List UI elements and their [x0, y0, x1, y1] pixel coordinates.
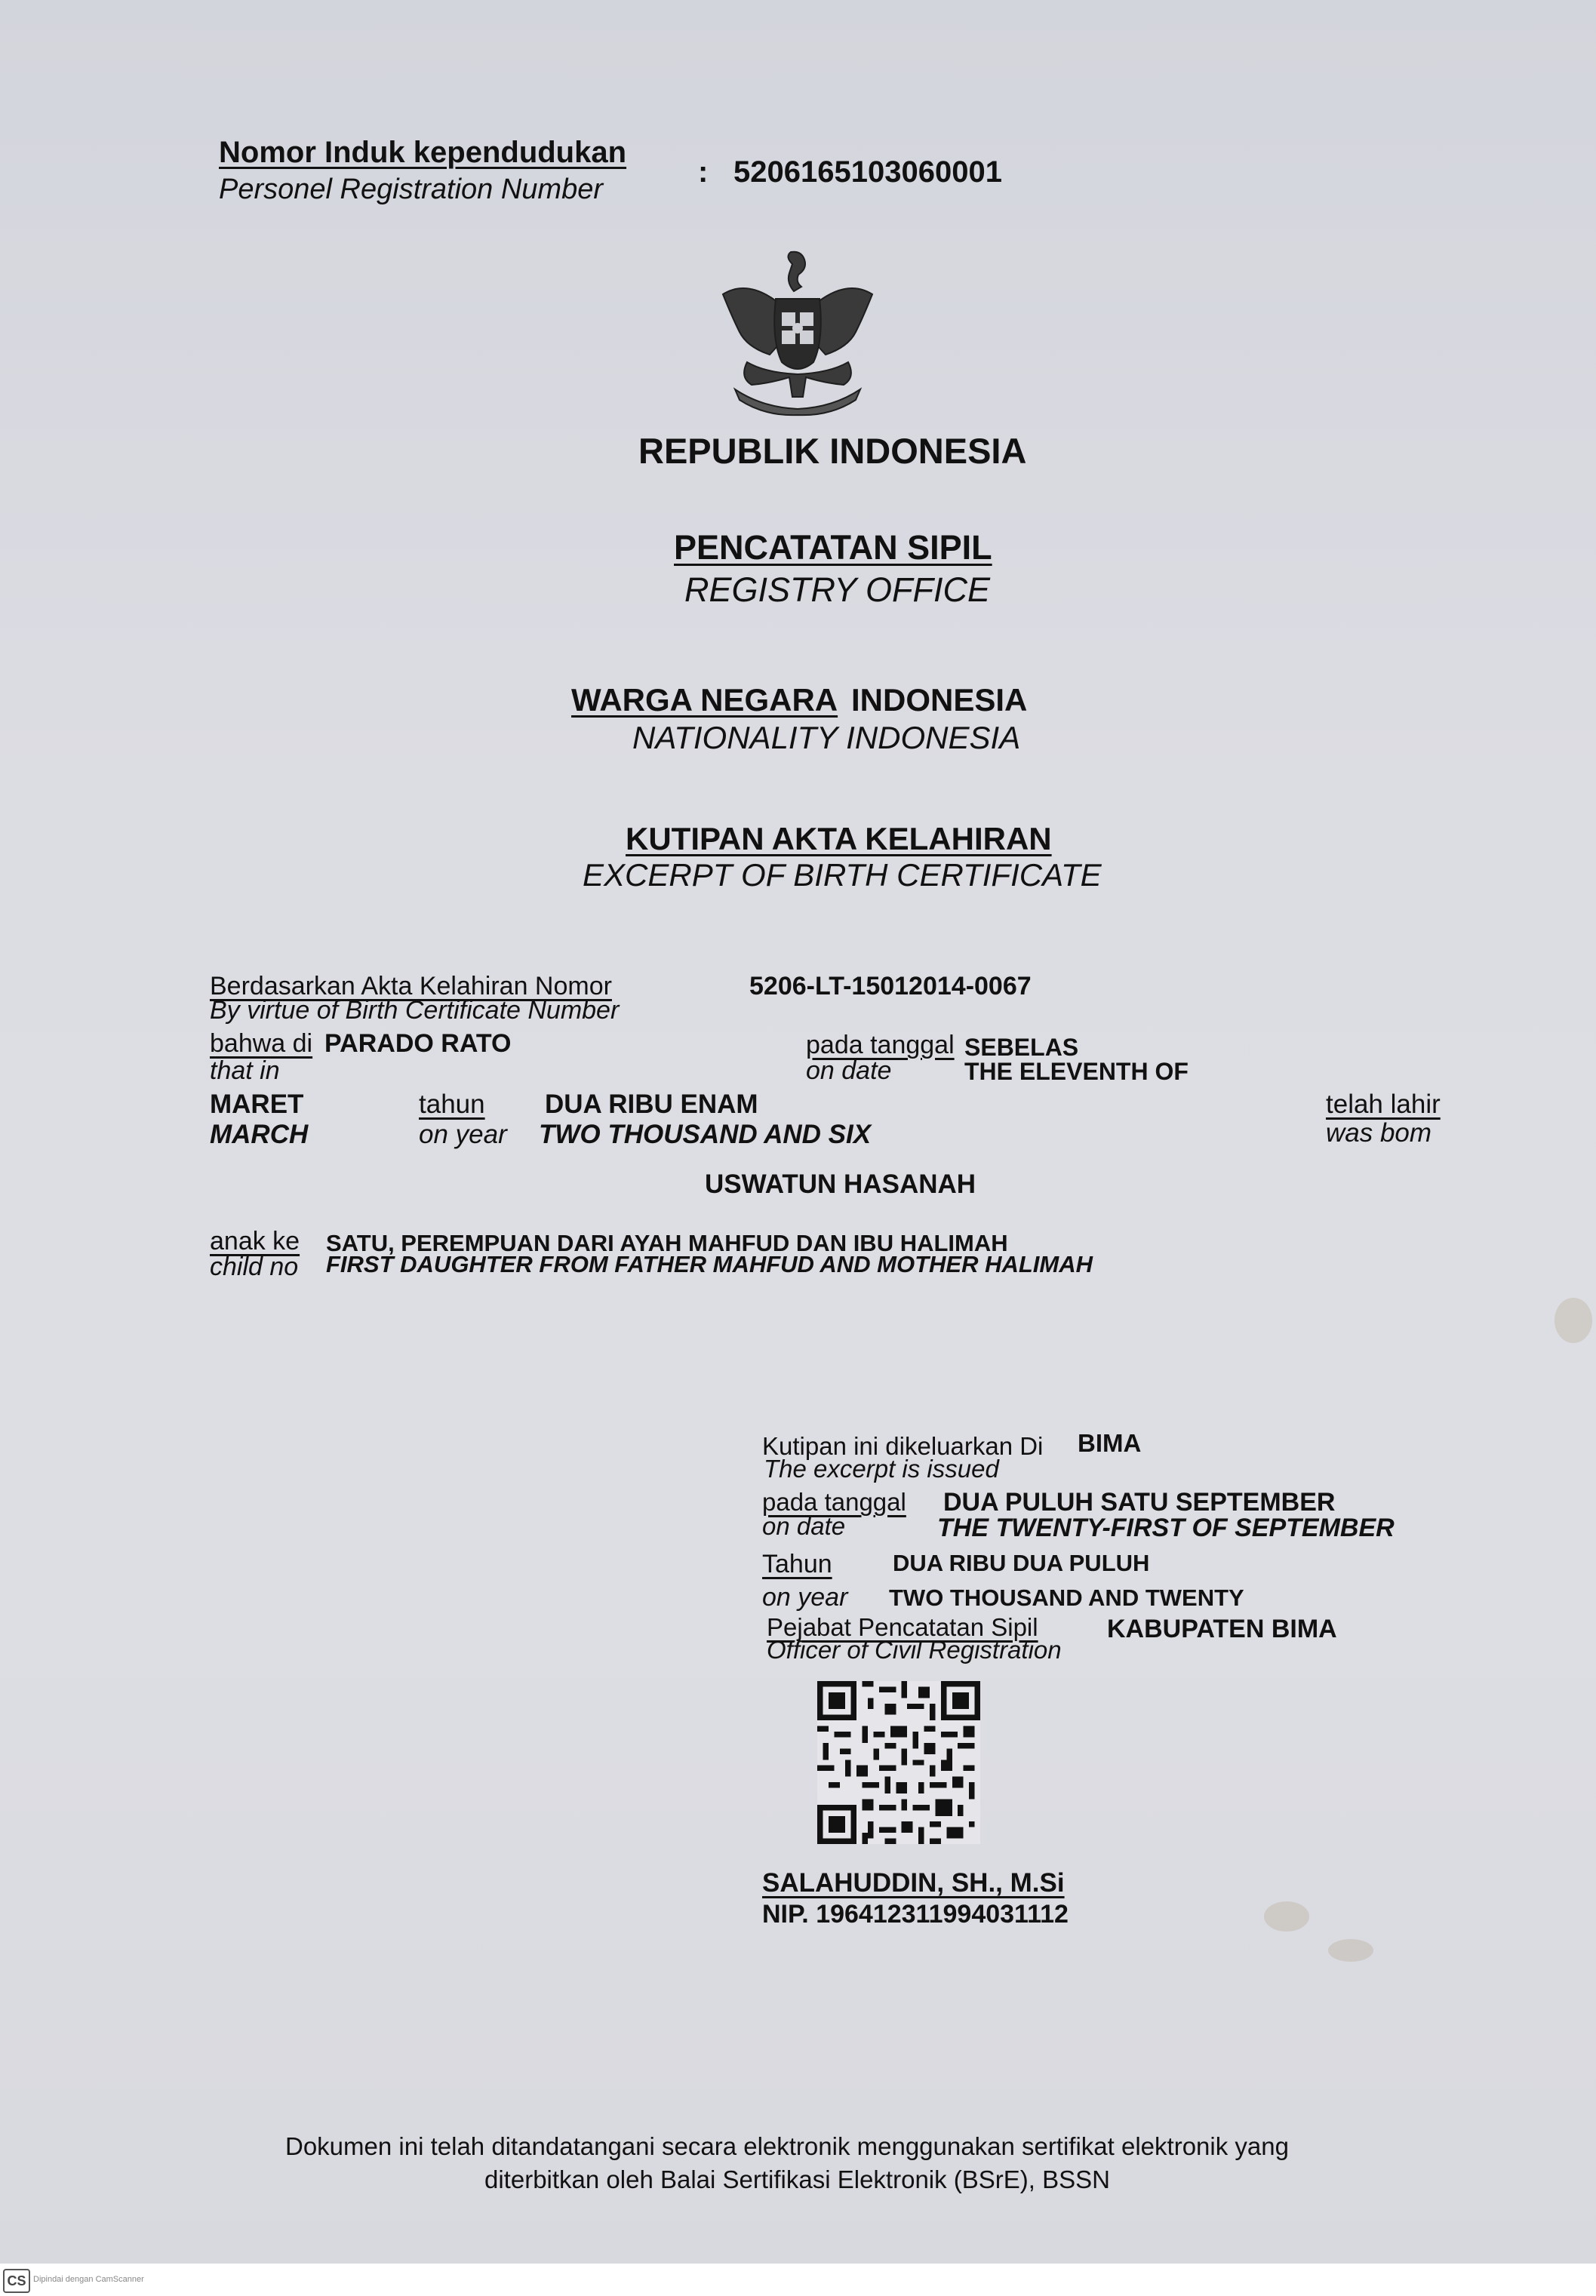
issue-year-value-id: DUA RIBU DUA PULUH	[893, 1550, 1150, 1576]
issue-year-value-en: TWO THOUSAND AND TWENTY	[889, 1584, 1244, 1611]
garuda-emblem-icon	[717, 249, 878, 416]
officer-label-id: Pejabat Pencatatan Sipil	[767, 1613, 1038, 1641]
issued-label-id: Kutipan ini dikeluarkan Di	[762, 1432, 1044, 1460]
paper-stain	[1554, 1298, 1592, 1343]
nationality-value-id: INDONESIA	[851, 682, 1028, 718]
month-id: MARET	[210, 1090, 304, 1119]
born-label-en: was bom	[1326, 1118, 1432, 1148]
regency: KABUPATEN BIMA	[1107, 1615, 1337, 1643]
child-name: USWATUN HASANAH	[705, 1170, 976, 1199]
qr-code-icon	[817, 1681, 980, 1844]
child-no-label-en: child no	[210, 1253, 299, 1281]
footer-line-2: diterbitkan oleh Balai Sertifikasi Elektronik (BSrE), BSSN	[484, 2165, 1110, 2193]
child-no-value-en: FIRST DAUGHTER FROM FATHER MAHFUD AND MOTHER HALIMAH	[326, 1251, 1093, 1277]
issued-place: BIMA	[1078, 1429, 1142, 1457]
nik-label-id: Nomor Induk kependudukan	[219, 136, 627, 169]
doc-title-id: KUTIPAN AKTA KELAHIRAN	[626, 821, 1052, 856]
born-label-id: telah lahir	[1326, 1090, 1441, 1119]
year-value-en: TWO THOUSAND AND SIX	[539, 1120, 872, 1149]
camscanner-text: Dipindai dengan CamScanner	[33, 2275, 144, 2284]
date-label-en: on date	[806, 1056, 892, 1085]
month-en: MARCH	[210, 1120, 309, 1149]
issue-year-label-en: on year	[762, 1583, 848, 1612]
scanner-strip	[0, 2264, 1596, 2296]
year-label-id: tahun	[419, 1090, 485, 1119]
paper-stain	[1328, 1939, 1373, 1962]
issue-date-label-id: pada tanggal	[762, 1488, 906, 1516]
cert-label-en: By virtue of Birth Certificate Number	[210, 996, 620, 1025]
country-title: REPUBLIK INDONESIA	[638, 431, 1027, 471]
signer-nip: NIP. 196412311994031112	[762, 1900, 1069, 1929]
issue-date-value-en: THE TWENTY-FIRST OF SEPTEMBER	[937, 1514, 1395, 1542]
cert-label-id: Berdasarkan Akta Kelahiran Nomor	[210, 972, 612, 1000]
nationality-en: NATIONALITY INDONESIA	[632, 720, 1021, 755]
officer-label-en: Officer of Civil Registration	[767, 1636, 1062, 1664]
date-value-en: THE ELEVENTH OF	[964, 1058, 1189, 1085]
date-label-id: pada tanggal	[806, 1031, 955, 1059]
place-value: PARADO RATO	[324, 1029, 512, 1058]
place-label-id: bahwa di	[210, 1029, 313, 1058]
office-title-en: REGISTRY OFFICE	[684, 570, 991, 609]
place-label-en: that in	[210, 1056, 280, 1085]
office-title-id: PENCATATAN SIPIL	[674, 528, 992, 567]
nik-label-en: Personel Registration Number	[219, 174, 604, 205]
nik-separator: :	[698, 155, 709, 189]
year-label-en: on year	[419, 1120, 507, 1149]
paper-stain	[1264, 1901, 1309, 1932]
nationality-label-id: WARGA NEGARA	[571, 682, 838, 718]
signer-name: SALAHUDDIN, SH., M.Si	[762, 1868, 1065, 1898]
issue-date-label-en: on date	[762, 1512, 846, 1540]
date-value-id: SEBELAS	[964, 1034, 1079, 1061]
issue-date-value-id: DUA PULUH SATU SEPTEMBER	[943, 1488, 1336, 1517]
footer-line-1: Dokumen ini telah ditandatangani secara elektronik menggunakan sertifikat elektronik yang	[285, 2132, 1289, 2160]
child-no-label-id: anak ke	[210, 1227, 300, 1256]
child-no-value-id: SATU, PEREMPUAN DARI AYAH MAHFUD DAN IBU HALIMAH	[326, 1230, 1008, 1256]
nik-value: 5206165103060001	[733, 155, 1002, 189]
issued-label-en: The excerpt is issued	[764, 1455, 999, 1483]
cert-number: 5206-LT-15012014-0067	[749, 972, 1032, 1000]
doc-title-en: EXCERPT OF BIRTH CERTIFICATE	[583, 857, 1102, 893]
year-value-id: DUA RIBU ENAM	[545, 1090, 758, 1119]
camscanner-logo: CS	[3, 2269, 30, 2293]
issue-year-label-id: Tahun	[762, 1550, 832, 1578]
